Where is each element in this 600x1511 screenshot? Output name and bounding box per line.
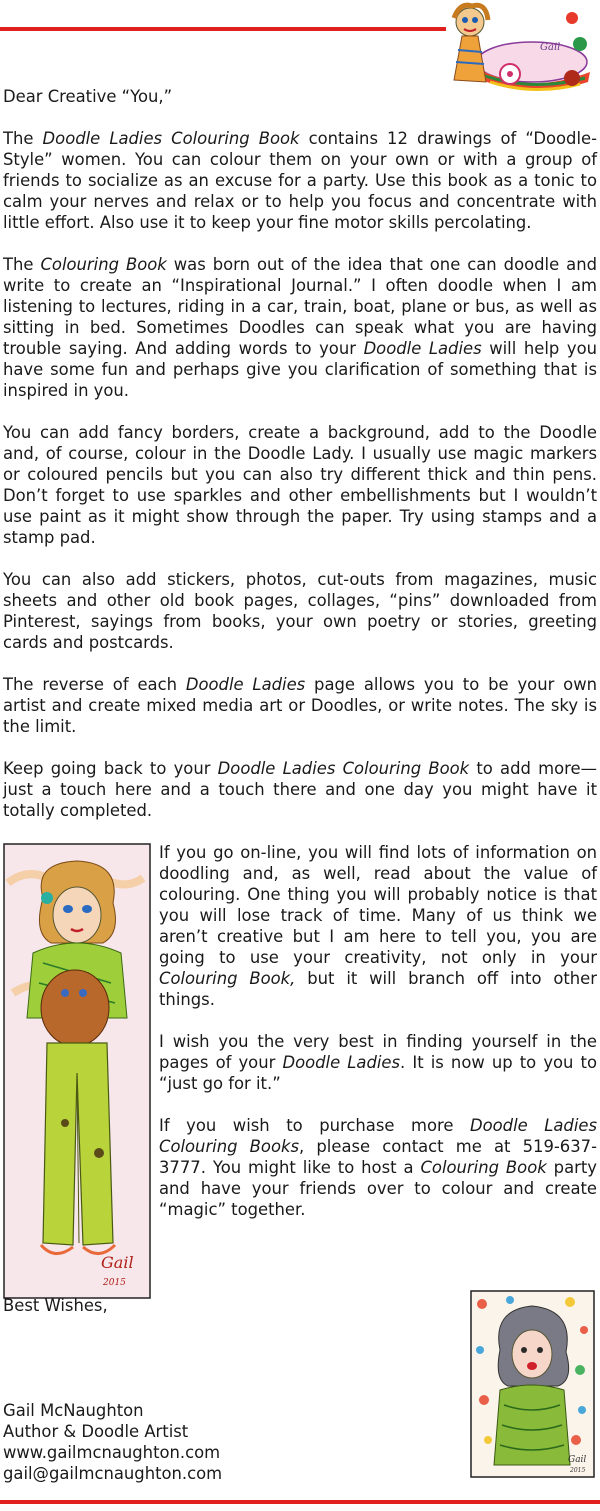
corner-signature: Gail xyxy=(568,1455,587,1465)
header-doodle-illustration xyxy=(440,0,600,100)
author-email: gail@gailmcnaughton.com xyxy=(3,1464,223,1483)
portrait-year: 2015 xyxy=(103,1278,126,1288)
bottom-rule xyxy=(0,1500,600,1504)
paragraph-additions: You can also add stickers, photos, cut-outs from magazines, music sheets and other old book pages, collages, “pins” downloaded from Pinterest, sayings from books, your own poetry or stories, greeting cards and postcards. xyxy=(3,570,597,652)
portrait-signature: Gail xyxy=(101,1253,134,1272)
header-art-signature: Gail xyxy=(540,42,561,53)
corner-year: 2015 xyxy=(570,1467,586,1474)
doodle-lady-corner-illustration xyxy=(470,1290,595,1478)
paragraph-intro: The Doodle Ladies Colouring Book contains 12 drawings of “Doodle-Style” women. You can colour them on your own or with a group of friends to socialize as an excuse for a party. Use this book as a tonic to calm your nerves and relax or to help you focus and concentrate with little effort. Also use it to keep your fine motor skills percolating. xyxy=(3,129,597,232)
paragraph-keep-going: Keep going back to your Doodle Ladies Colouring Book to add more—just a touch here and a touch there and one day you might have it totally completed. xyxy=(3,759,597,820)
author-title: Author & Doodle Artist xyxy=(3,1422,189,1441)
signature-block xyxy=(3,1400,222,1484)
letter-body xyxy=(3,86,597,1303)
closing: Best Wishes, xyxy=(3,1296,108,1315)
paragraph-techniques: You can add fancy borders, create a background, add to the Doodle and, of course, colour in the Doodle Lady. I usually use magic markers or coloured pencils but you can also try different thick and thin pens. Don’t forget to use sparkles and other embellishments but I wouldn’t use paint as it might show through the paper. Try using stamps and a stamp pad. xyxy=(3,423,597,547)
author-website: www.gailmcnaughton.com xyxy=(3,1443,221,1462)
paragraph-reverse: The reverse of each Doodle Ladies page allows you to be your own artist and create mixed media art or Doodles, or write notes. The sky is the limit. xyxy=(3,675,598,736)
top-rule xyxy=(0,27,446,31)
paragraph-origin: The Colouring Book was born out of the idea that one can doodle and write to create an “Inspirational Journal.” I often doodle when I am listening to lectures, riding in a car, train, boat, plane or bus, as well as sitting in bed. Sometimes Doodles can speak what you are having trouble saying. And adding words to your Doodle Ladies will help you have some fun and perhaps give you clarification of something that is inspired in you. xyxy=(3,255,598,400)
paragraph-online: If you go on-line, you will find lots of information on doodling and, as well, read about the value of colouring. One thing you will probably notice is that you will lose track of time. Many of us think we aren’t creative but I am here to tell you, you are going to use your creativity, not only in your Colouring Book, but it will branch off into other things. xyxy=(159,843,597,1009)
greeting: Dear Creative “You,” xyxy=(3,87,173,106)
doodle-lady-portrait-illustration xyxy=(3,843,151,1299)
paragraph-purchase: If you wish to purchase more Doodle Ladies Colouring Books, please contact me at 519-637-3777. You might like to host a Colouring Book party and have your friends over to colour and create “magic” together. xyxy=(159,1116,597,1219)
paragraph-wishes: I wish you the very best in finding yourself in the pages of your Doodle Ladies. It is now up to you to “just go for it.” xyxy=(159,1032,597,1093)
author-name: Gail McNaughton xyxy=(3,1401,144,1420)
